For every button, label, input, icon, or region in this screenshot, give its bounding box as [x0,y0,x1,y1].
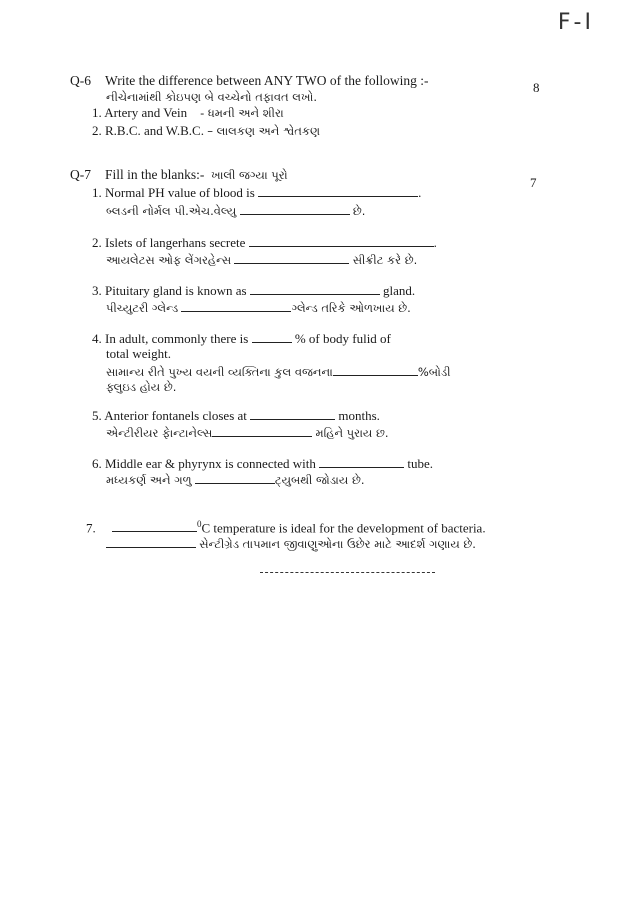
list-item: 1. Artery and Vein - ધમની અને શીરા [92,105,284,120]
blank-item-5-gujarati: એન્ટીરીયર ફેાન્ટાનેલ્સ મહિને પુરાય છ. [106,426,389,440]
blank-item-1-gujarati: બ્લડની નોર્મલ પી.એચ.વેલ્યુ છે. [106,204,366,218]
blank-item-2: 2. Islets of langerhans secrete . [92,235,437,250]
blank-item-4: 4. In adult, commonly there is % of body fulid of [92,331,391,346]
marks: 7 [530,175,537,190]
blank-item-6: 6. Middle ear & phyrynx is connected with tube. [92,456,433,471]
blank-item-4-cont: total weight. [106,346,171,361]
blank-item-7: 7. $^0$C temperature is ideal for the development of bacteria. [86,519,486,536]
question-6-gujarati: નીચેનામાંથી કોઇપણ બે વચ્ચેનો તફાવત લખો. [106,90,317,104]
blank-item-4-gujarati: સામાન્ય રીતે પુખ્ય વયની વ્યક્તિના કુલ વજનના %બોડી [106,365,451,379]
question-6-title [70,72,428,89]
end-divider [260,572,435,573]
marks: 8 [533,80,540,95]
blank-item-1: 1. Normal PH value of blood is . [92,185,422,200]
list-item: 2. R.B.C. and W.B.C. – લાલકણ અને શ્વેતકણ [92,123,320,138]
blank-item-3-gujarati: પીચ્યુટરી ગ્લેન્ડ ગ્લેન્ડ તરિકે ઓળખાય છે. [106,301,411,315]
question-7-title: Q-7 Fill in the blanks:- ખાલી જગ્યા પૂરો [70,167,288,182]
blank-item-6-gujarati: મધ્યકર્ણ અને ગળુ ટ્યુબથી જોડાય છે. [106,473,365,487]
blank-item-5: 5. Anterior fontanels closes at months. [92,408,380,423]
question-text: Write the difference between ANY TWO of the following :- [105,73,429,88]
question-number: Q-6 [70,73,91,88]
blank-item-2-gujarati: આયલેટસ ઓફ લેંગરહેન્સ સીક્રીટ કરે છે. [106,253,418,267]
blank-item-3: 3. Pituitary gland is known as gland. [92,283,416,298]
blank-item-7-gujarati: સેન્ટીગ્રેડ તાપમાન જીવાણુઓના ઉછેર માટે આદર્શ ગણાય છે. [106,535,476,552]
question-text: Fill in the blanks:- [105,167,205,182]
question-number: Q-7 [70,167,91,182]
page-code: F-I [557,10,594,35]
blank-item-4-gujarati-cont: ફ્લુઇડ હોય છે. [106,380,177,394]
